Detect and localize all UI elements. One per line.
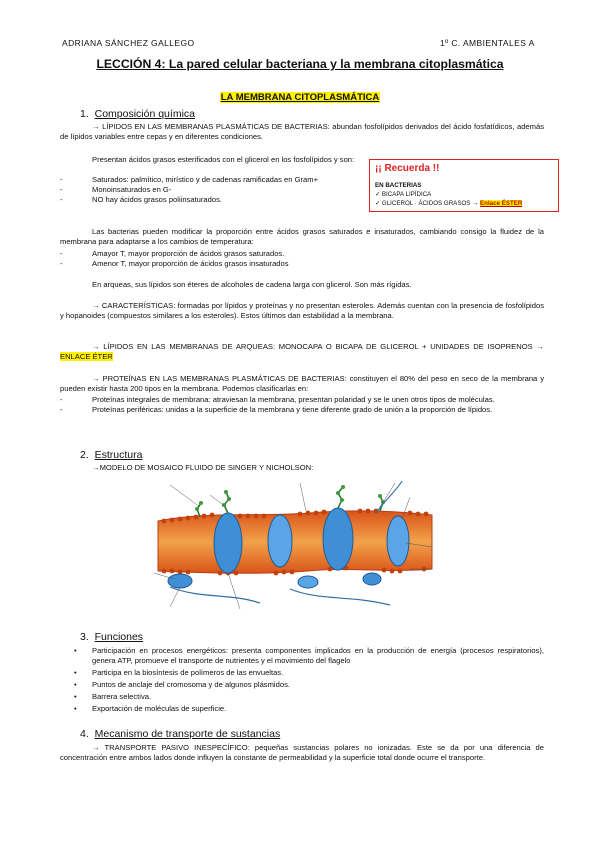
section-number: 1. — [80, 108, 89, 120]
integral-protein — [214, 513, 242, 573]
list-item: - Proteínas integrales de membrana: atraviesan la membrana, presentan polaridad y se le unen otros tipos de moléculas. — [60, 395, 495, 404]
integral-protein — [323, 508, 353, 570]
temperature-list — [60, 249, 544, 269]
proteins-paragraph: → PROTEÍNAS EN LAS MEMBRANAS PLASMÁTICAS DE BACTERIAS: constituyen el 80% del peso en seco de la membrana y pueden existir hasta 200 tipos en la membrana. Podemos clasificarlas en: — [60, 374, 544, 393]
reminder-title: ¡¡ Recuerda !! — [375, 163, 440, 174]
ether-bond-highlight: ENLACE ÉTER — [60, 352, 113, 361]
course-label: 1º C. AMBIENTALES A — [440, 38, 535, 48]
peripheral-protein — [298, 576, 318, 588]
page-title: LECCIÓN 4: La pared celular bacteriana y la membrana citoplasmática — [96, 57, 504, 71]
subtitle — [0, 87, 600, 105]
list-item: - Saturados: palmítico, mirístico y de cadenas ramificadas en Gram+ — [60, 175, 319, 184]
lipids-paragraph: → LÍPIDOS EN LAS MEMBRANAS PLASMÁTICAS DE BACTERIAS: abundan fosfolípidos derivados del ácido fosfatídicos, además de lípidos variables entre cepas y en diferentes condiciones. — [60, 122, 544, 141]
integral-protein — [387, 516, 409, 566]
sugar-units — [195, 485, 385, 511]
author-name: ADRIANA SÁNCHEZ GALLEGO — [62, 38, 195, 48]
archaea-lipids-paragraph: → LÍPIDOS EN LAS MEMBRANAS DE ARQUEAS: MONOCAPA O BICAPA DE GLICEROL + UNIDADES DE ISOPRENOS → ENLACE ÉTER — [60, 342, 544, 361]
list-item: - NO hay ácidos grasos poliinsaturados. — [60, 195, 223, 204]
section-title: Composición química — [94, 108, 195, 120]
integral-protein — [268, 515, 292, 567]
list-item: - Monoinsaturados en G- — [60, 185, 172, 194]
fluidity-paragraph: Las bacterias pueden modificar la proporción entre ácidos grasos saturados e insaturados, cambiando consigo la fluidez de la membrana para adaptarse a los cambios de temperatura: — [60, 227, 544, 246]
list-item: • Participación en procesos energéticos: presenta componentes implicados en la producción de energía (procesos respiratorios), genera ATP, promueve el transporte de nutrientes y el movimiento del flagelo — [74, 646, 544, 665]
fluid-mosaic-diagram — [140, 477, 446, 615]
list-item: • Exportación de moléculas de superficie. — [74, 704, 227, 713]
section-3-heading: 3. Funciones — [80, 631, 144, 643]
reminder-box — [369, 159, 559, 212]
fatty-acids-paragraph: Presentan ácidos grasos esterificados con el glicerol en los fosfolípidos y son: — [92, 155, 355, 164]
list-item: - Proteínas periféricas: unidas a la superficie de la membrana y tiene diferente grado de unión a la proporción de lípidos. — [60, 405, 493, 414]
list-item: • Barrera selectiva. — [74, 692, 152, 701]
section-4-heading: 4. Mecanismo de transporte de sustancias — [80, 728, 281, 740]
reminder-line-1: EN BACTERIAS — [375, 182, 422, 189]
fatty-acids-list — [60, 175, 364, 205]
peripheral-protein — [363, 573, 381, 585]
section-1-heading — [80, 108, 195, 120]
passive-transport-paragraph: → TRANSPORTE PASIVO INESPECÍFICO: pequeñas sustancias polares no ionizadas. Este se da por una diferencia de concentración entre ambos lados donde influyen la constante de permeabilidad y la superficie total donde ocurre el transporte. — [60, 743, 544, 762]
characteristics-paragraph: → CARACTERÍSTICAS: formadas por lípidos y proteínas y no presentan esteroles. Además cuentan con la presencia de fosfolípidos y hopanoides (compuestos similares a los esteroles). Estos últimos dan estabilidad a la membrana. — [60, 301, 544, 320]
list-item: • Participa en la biosíntesis de polímeros de las envueltas. — [74, 668, 284, 677]
reminder-line-2: ✓ BICAPA LIPÍDICA — [375, 191, 432, 198]
subtitle-text: LA MEMBRANA CITOPLASMÁTICA — [220, 92, 380, 103]
peripheral-protein — [168, 574, 192, 588]
archaea-paragraph: En arqueas, sus lípidos son éteres de alcoholes de cadena larga con glicerol. Son más rígidas. — [92, 280, 412, 289]
proteins-list — [60, 395, 544, 415]
reminder-line-3: ✓ GLICEROL · ÁCIDOS GRASOS → Enlace ÉSTER — [375, 200, 523, 207]
section-2-heading: 2. Estructura — [80, 449, 143, 461]
list-item: - Amayor T, mayor proporción de ácidos grasos saturados. — [60, 249, 285, 258]
model-intro: →MODELO DE MOSAICO FLUIDO DE SINGER Y NICHOLSON: — [92, 463, 314, 472]
list-item: • Puntos de anclaje del cromosoma y de algunos plásmidos. — [74, 680, 290, 689]
ester-bond-highlight: Enlace ÉSTER — [480, 200, 523, 207]
functions-list — [60, 646, 544, 714]
list-item: - Amenor T, mayor proporción de ácidos grasos insaturados — [60, 259, 289, 268]
